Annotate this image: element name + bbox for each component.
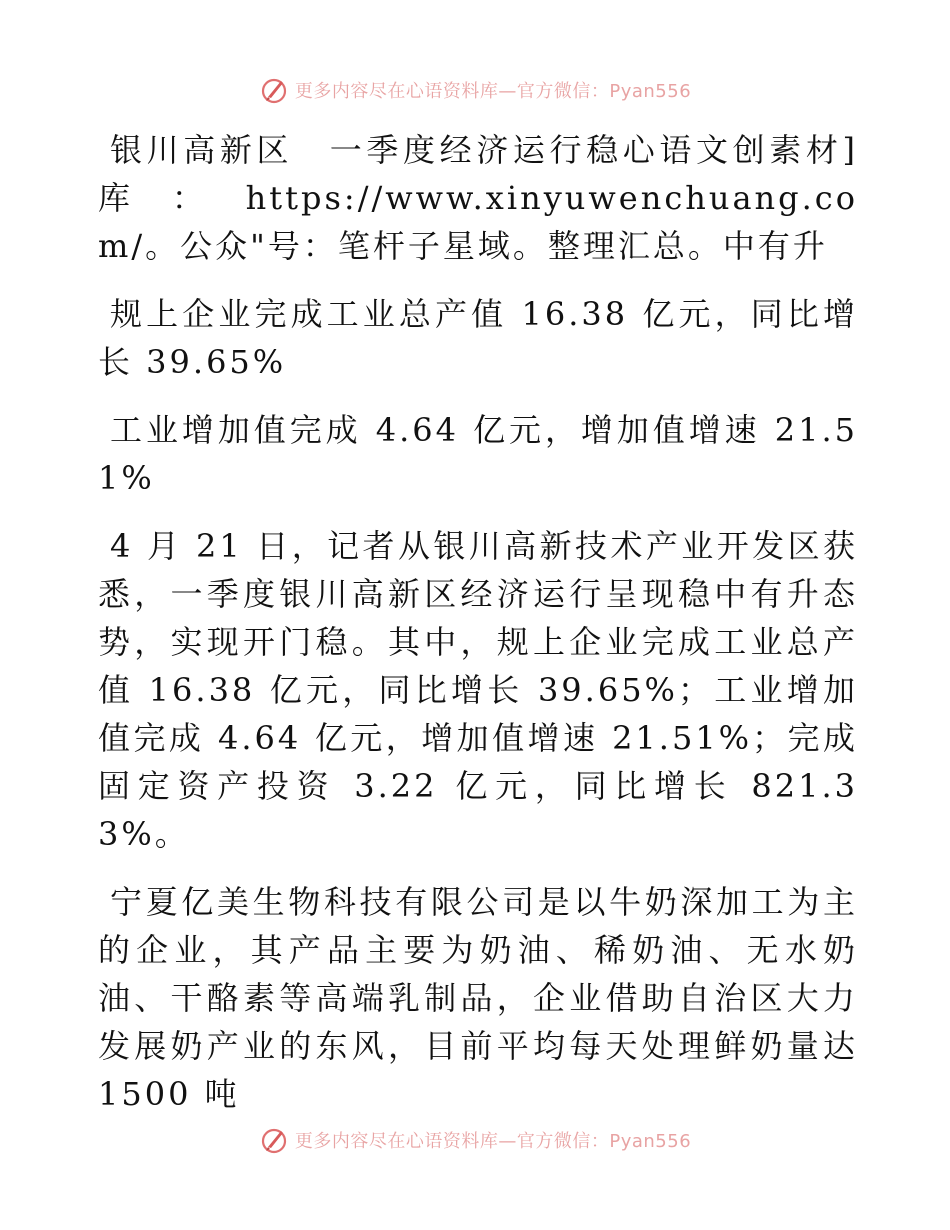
paragraph-body-2: 宁夏亿美生物科技有限公司是以牛奶深加工为主的企业，其产品主要为奶油、稀奶油、无水奶油、干酪素等高端乳制品，企业借助自治区大力发展奶产业的东风，目前平均每天处理鲜奶量达 1500 吨 (98, 883, 858, 1113)
watermark-banner-bottom (0, 1120, 950, 1160)
watermark-text: 更多内容尽在心语资料库—官方微信：Pyan556 (294, 1131, 692, 1152)
quill-pen-logo-icon (259, 75, 289, 105)
paragraph-body-1: 4 月 21 日，记者从银川高新技术产业开发区获悉，一季度银川高新区经济运行呈现稳中有升态势，实现开门稳。其中，规上企业完成工业总产值 16.38 亿元，同比增长 39.65%；工业增加值完成 4.64 亿元，增加值增速 21.51%；完成固定资产投资 3.22 亿元，同比增长 821.33%。 (98, 527, 858, 853)
document-body (98, 126, 858, 1138)
watermark-banner-top (0, 70, 950, 110)
paragraph-subtitle-2: 工业增加值完成 4.64 亿元，增加值增速 21.51% (98, 411, 858, 497)
paragraph-subtitle-1: 规上企业完成工业总产值 16.38 亿元，同比增长 39.65% (98, 295, 858, 381)
quill-pen-logo-icon (259, 1125, 289, 1155)
paragraph-title: 银川高新区 一季度经济运行稳心语文创素材]库：https://www.xinyuwenchuang.com/。公众"号：笔杆子星域。整理汇总。中有升 (98, 131, 858, 265)
watermark-text: 更多内容尽在心语资料库—官方微信：Pyan556 (294, 81, 692, 102)
